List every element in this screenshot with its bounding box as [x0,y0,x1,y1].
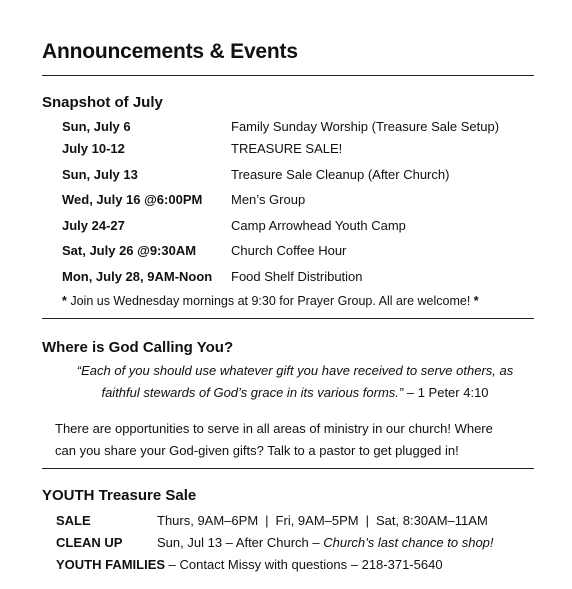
event-date: Mon, July 28, 9AM-Noon [62,269,213,284]
note-mark: * [473,294,479,308]
families-line [56,557,443,572]
sale-times [157,513,488,528]
sale-time-fri: Fri, 9AM–5PM [275,513,359,528]
paragraph-line-2: can you share your God-given gifts? Talk to a pastor to get plugged in! [55,443,459,458]
divider-middle [42,318,534,319]
event-name: Food Shelf Distribution [231,269,363,284]
scripture-quote [60,360,530,404]
calling-heading: Where is God Calling You? [42,339,234,356]
event-row [62,269,532,287]
event-row [62,141,532,159]
event-name: Treasure Sale Cleanup (After Church) [231,167,450,182]
quote-citation: – 1 Peter 4:10 [403,385,489,400]
separator: | [365,513,370,528]
divider-top [42,75,534,76]
cleanup-note: Church’s last chance to shop! [323,535,494,550]
prayer-group-note [62,294,479,308]
event-name: Church Coffee Hour [231,243,347,258]
event-name: Men’s Group [231,192,306,207]
families-label: YOUTH FAMILIES [56,557,166,572]
event-name: Family Sunday Worship (Treasure Sale Setup) [231,119,500,134]
event-row [62,119,532,137]
event-name: TREASURE SALE! [231,141,343,156]
sale-time-thu: Thurs, 9AM–6PM [157,513,259,528]
separator: | [265,513,269,528]
sale-label: SALE [56,513,91,528]
youth-heading: YOUTH Treasure Sale [42,487,197,504]
event-row [62,192,532,210]
event-date: Sun, July 6 [62,119,131,134]
sale-time-sat: Sat, 8:30AM–11AM [376,513,488,528]
page-title: Announcements & Events [42,40,298,63]
cleanup-details [157,535,494,550]
cleanup-row [56,535,534,553]
note-text: Join us Wednesday mornings at 9:30 for Prayer Group. All are welcome! [66,294,474,308]
families-text: – Contact Missy with questions – 218-371-5640 [165,557,443,572]
event-row [62,218,532,236]
paragraph-line-1: There are opportunities to serve in all areas of ministry in our church! Where [55,421,493,436]
event-date: Wed, July 16 @6:00PM [62,192,203,207]
families-row [56,557,534,575]
divider-bottom [42,468,534,469]
calling-paragraph [55,418,535,462]
snapshot-heading: Snapshot of July [42,94,163,111]
cleanup-label: CLEAN UP [56,535,123,550]
note-mark: * [62,294,67,308]
quote-line-2: faithful stewards of God’s grace in its various forms.” [101,385,404,400]
cleanup-text: Sun, Jul 13 – After Church – [157,535,324,550]
event-date: July 10-12 [62,141,125,156]
event-name: Camp Arrowhead Youth Camp [231,218,406,233]
event-date: July 24-27 [62,218,125,233]
event-date: Sat, July 26 @9:30AM [62,243,197,258]
sale-row [56,513,534,531]
event-row [62,167,532,185]
quote-line-1: “Each of you should use whatever gift you have received to serve others, as [76,363,514,378]
event-date: Sun, July 13 [62,167,138,182]
event-row [62,243,532,261]
